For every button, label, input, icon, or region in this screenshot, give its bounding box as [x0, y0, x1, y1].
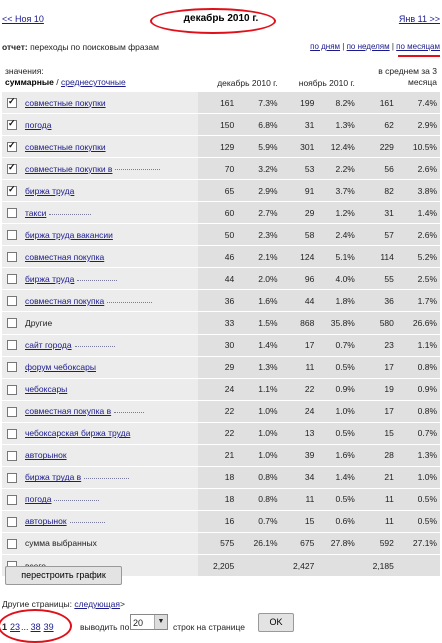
percent-cell-2: 1.6%	[317, 444, 358, 466]
value-cell-2: 53	[281, 158, 318, 180]
value-cell-3: 28	[358, 444, 397, 466]
row-checkbox[interactable]	[7, 186, 17, 196]
value-cell-3: 114	[358, 246, 397, 268]
col-header-average: в среднем за 3 месяца	[358, 58, 440, 92]
percent-cell-3: 1.1%	[397, 334, 440, 356]
report-line	[2, 42, 440, 56]
table-row	[2, 246, 440, 268]
row-checkbox-cell[interactable]	[2, 422, 22, 444]
percent-cell-2: 5.1%	[317, 246, 358, 268]
value-cell-2: 11	[281, 488, 318, 510]
row-checkbox-cell[interactable]	[2, 158, 22, 180]
phrase-link[interactable]: биржа труда	[25, 273, 75, 284]
percent-cell-3: 2.9%	[397, 114, 440, 136]
percent-cell-2: 0.5%	[317, 488, 358, 510]
phrase-link[interactable]: погода	[25, 119, 52, 130]
percent-cell-2: 0.5%	[317, 422, 358, 444]
prev-month-link[interactable]: << Ноя 10	[2, 14, 44, 24]
table-row	[2, 92, 440, 114]
redacted-text	[54, 499, 99, 501]
percent-cell-3: 0.9%	[397, 378, 440, 400]
phrase-cell	[22, 202, 198, 224]
phrase-link[interactable]: совместная покупка	[25, 295, 105, 306]
percent-cell-3: 1.3%	[397, 444, 440, 466]
percent-cell-2: 1.2%	[317, 202, 358, 224]
percent-cell-1: 2.0%	[237, 268, 280, 290]
row-checkbox[interactable]	[7, 274, 17, 284]
row-checkbox[interactable]	[7, 385, 17, 395]
table-row	[2, 334, 440, 356]
percent-cell-2: 35.8%	[317, 312, 358, 334]
phrase-link[interactable]: форум чебоксары	[25, 362, 96, 373]
value-cell-1: 161	[198, 92, 237, 114]
phrase-link[interactable]: такси	[25, 207, 47, 218]
percent-cell-1: 26.1%	[237, 532, 280, 554]
row-checkbox-cell[interactable]	[2, 488, 22, 510]
table-row	[2, 114, 440, 136]
value-cell-2: 29	[281, 202, 318, 224]
mode-sum-link[interactable]: суммарные	[5, 77, 54, 87]
table-row	[2, 268, 440, 290]
percent-cell-3: 26.6%	[397, 312, 440, 334]
percent-cell-1: 1.1%	[237, 378, 280, 400]
row-checkbox-cell[interactable]	[2, 136, 22, 158]
col-header-december: декабрь 2010 г.	[198, 58, 281, 92]
percent-cell-1: 3.2%	[237, 158, 280, 180]
phrase-cell	[22, 378, 198, 400]
value-cell-1: 22	[198, 422, 237, 444]
pager	[2, 619, 54, 635]
percent-cell-2: 0.7%	[317, 334, 358, 356]
value-cell-2: 301	[281, 136, 318, 158]
phrase-cell	[22, 114, 198, 136]
row-checkbox-cell[interactable]	[2, 444, 22, 466]
percent-cell-1: 0.7%	[237, 510, 280, 532]
percent-cell-1: 1.0%	[237, 444, 280, 466]
row-checkbox-cell[interactable]	[2, 180, 22, 202]
page-link[interactable]: 3	[15, 622, 21, 632]
percent-cell-1: 5.9%	[237, 136, 280, 158]
phrase-cell	[22, 334, 198, 356]
phrase-link[interactable]: авторынок	[25, 450, 67, 461]
percent-cell-3: 27.1%	[397, 532, 440, 554]
mode-separator: |	[391, 42, 394, 51]
table-row	[2, 378, 440, 400]
table-row	[2, 510, 440, 532]
phrase-cell	[22, 290, 198, 312]
redacted-text	[77, 279, 117, 281]
row-checkbox-cell[interactable]	[2, 246, 22, 268]
redacted-text	[107, 301, 152, 303]
percent-cell-3: 1.7%	[397, 290, 440, 312]
mode-avg-link[interactable]: среднесуточные	[60, 77, 126, 87]
current-page: 1	[2, 622, 8, 632]
value-cell-1: 70	[198, 158, 237, 180]
percent-cell-2: 1.4%	[317, 466, 358, 488]
phrase-label: Другие	[25, 317, 53, 328]
percent-cell-1: 2.3%	[237, 224, 280, 246]
row-checkbox-cell[interactable]	[2, 92, 22, 114]
col-header-november: ноябрь 2010 г.	[281, 58, 358, 92]
table-row	[2, 224, 440, 246]
phrase-cell	[22, 180, 198, 202]
row-checkbox[interactable]	[7, 517, 17, 527]
value-cell-3: 57	[358, 224, 397, 246]
value-cell-2: 868	[281, 312, 318, 334]
phrase-link[interactable]: чебоксары	[25, 384, 68, 395]
value-cell-3: 229	[358, 136, 397, 158]
row-checkbox[interactable]	[7, 318, 17, 328]
percent-cell-3	[397, 554, 440, 576]
value-cell-2: 39	[281, 444, 318, 466]
value-cell-2: 22	[281, 378, 318, 400]
value-cell-1: 44	[198, 268, 237, 290]
row-checkbox-cell[interactable]	[2, 378, 22, 400]
percent-cell-3: 3.8%	[397, 180, 440, 202]
value-cell-1: 16	[198, 510, 237, 532]
table-row	[2, 180, 440, 202]
percent-cell-2: 12.4%	[317, 136, 358, 158]
phrase-cell	[22, 312, 198, 334]
phrase-link[interactable]: биржа труда вакансии	[25, 229, 113, 240]
row-checkbox-cell[interactable]	[2, 532, 22, 554]
table-header	[2, 58, 440, 92]
page-link[interactable]: 2	[10, 622, 16, 632]
value-cell-2: 44	[281, 290, 318, 312]
percent-cell-1: 6.8%	[237, 114, 280, 136]
value-cell-2: 24	[281, 400, 318, 422]
phrase-cell	[22, 400, 198, 422]
row-checkbox[interactable]	[7, 495, 17, 505]
sum-selected-row	[2, 532, 440, 554]
row-checkbox-cell[interactable]	[2, 510, 22, 532]
value-cell-3: 17	[358, 400, 397, 422]
phrase-link[interactable]: авторынок	[25, 516, 67, 527]
row-checkbox[interactable]	[7, 473, 17, 483]
value-cell-2: 91	[281, 180, 318, 202]
phrase-cell	[22, 224, 198, 246]
mode-by-month-link[interactable]: по месяцам	[396, 42, 440, 51]
percent-cell-3: 0.8%	[397, 400, 440, 422]
value-cell-3: 82	[358, 180, 397, 202]
phrase-cell	[22, 92, 198, 114]
value-cell-1: 22	[198, 400, 237, 422]
period-modes	[310, 42, 440, 51]
ok-button[interactable]: OK	[258, 613, 294, 632]
phrase-link[interactable]: совместные покупки в	[25, 163, 113, 174]
row-checkbox[interactable]	[7, 252, 17, 262]
phrase-link[interactable]: совместные покупки	[25, 141, 106, 152]
table-row	[2, 488, 440, 510]
percent-cell-3: 1.4%	[397, 202, 440, 224]
row-checkbox[interactable]	[7, 362, 17, 372]
redacted-text	[84, 477, 129, 479]
table-row	[2, 444, 440, 466]
percent-cell-2: 4.0%	[317, 268, 358, 290]
value-cell-3: 580	[358, 312, 397, 334]
value-cell-3: 19	[358, 378, 397, 400]
redacted-text	[70, 521, 105, 523]
value-cell-3: 17	[358, 356, 397, 378]
mode-by-week-link[interactable]: по неделям	[346, 42, 390, 51]
phrase-label: сумма выбранных	[25, 538, 97, 549]
month-navigation	[2, 14, 440, 28]
row-checkbox-cell[interactable]	[2, 466, 22, 488]
percent-cell-3: 2.6%	[397, 224, 440, 246]
percent-cell-2: 27.8%	[317, 532, 358, 554]
value-cell-1: 21	[198, 444, 237, 466]
value-cell-2: 13	[281, 422, 318, 444]
report-label: отчет: переходы по поисковым фразам	[2, 42, 159, 52]
per-page-prefix: выводить по	[80, 622, 130, 632]
table-row	[2, 202, 440, 224]
page-link[interactable]: 39	[43, 622, 54, 632]
percent-cell-2: 0.9%	[317, 378, 358, 400]
value-cell-3: 592	[358, 532, 397, 554]
phrase-cell	[22, 510, 198, 532]
value-cell-2: 11	[281, 356, 318, 378]
phrase-link[interactable]: погода	[25, 494, 52, 505]
percent-cell-1: 2.7%	[237, 202, 280, 224]
percent-cell-1: 1.3%	[237, 356, 280, 378]
phrase-cell	[22, 268, 198, 290]
redacted-text	[75, 345, 115, 347]
phrase-cell	[22, 246, 198, 268]
value-cell-2: 17	[281, 334, 318, 356]
value-cell-3: 21	[358, 466, 397, 488]
percent-cell-1	[237, 554, 280, 576]
value-cell-1: 150	[198, 114, 237, 136]
percent-cell-2: 0.5%	[317, 356, 358, 378]
value-cell-1: 575	[198, 532, 237, 554]
value-cell-3: 31	[358, 202, 397, 224]
value-cell-3: 62	[358, 114, 397, 136]
percent-cell-2: 0.6%	[317, 510, 358, 532]
value-cell-3: 36	[358, 290, 397, 312]
row-checkbox[interactable]	[7, 230, 17, 240]
phrase-link[interactable]: биржа труда в	[25, 472, 82, 483]
rows-per-page-select[interactable]: 20 ▼	[130, 614, 168, 630]
search-phrases-table	[2, 58, 440, 577]
percent-cell-3: 2.5%	[397, 268, 440, 290]
table-row	[2, 290, 440, 312]
row-checkbox-cell[interactable]	[2, 312, 22, 334]
percent-cell-3: 2.6%	[397, 158, 440, 180]
row-checkbox[interactable]	[7, 98, 17, 108]
row-checkbox-cell[interactable]	[2, 202, 22, 224]
table-row	[2, 356, 440, 378]
value-cell-1: 30	[198, 334, 237, 356]
row-checkbox[interactable]	[7, 429, 17, 439]
percent-cell-2: 1.8%	[317, 290, 358, 312]
row-checkbox-cell[interactable]	[2, 400, 22, 422]
percent-cell-3: 7.4%	[397, 92, 440, 114]
row-checkbox-cell[interactable]	[2, 114, 22, 136]
phrase-link[interactable]: совместные покупки	[25, 97, 106, 108]
phrase-cell	[22, 422, 198, 444]
percent-cell-1: 1.5%	[237, 312, 280, 334]
row-checkbox[interactable]	[7, 296, 17, 306]
value-cell-2: 124	[281, 246, 318, 268]
phrase-link[interactable]: совместная покупка	[25, 251, 105, 262]
value-cell-1: 65	[198, 180, 237, 202]
value-cell-3: 15	[358, 422, 397, 444]
table-row	[2, 422, 440, 444]
percent-cell-3: 1.0%	[397, 466, 440, 488]
table-row	[2, 312, 440, 334]
phrase-cell	[22, 136, 198, 158]
row-checkbox-cell[interactable]	[2, 268, 22, 290]
value-cell-2: 31	[281, 114, 318, 136]
value-cell-1: 50	[198, 224, 237, 246]
row-checkbox[interactable]	[7, 340, 17, 350]
value-cell-3: 23	[358, 334, 397, 356]
phrase-cell	[22, 532, 198, 554]
value-cell-3: 2,185	[358, 554, 397, 576]
rebuild-chart-button[interactable]: перестроить график	[5, 566, 122, 585]
percent-cell-3: 0.7%	[397, 422, 440, 444]
value-cell-1: 18	[198, 466, 237, 488]
value-cell-1: 29	[198, 356, 237, 378]
percent-cell-1: 1.0%	[237, 422, 280, 444]
percent-cell-1: 7.3%	[237, 92, 280, 114]
percent-cell-1: 2.9%	[237, 180, 280, 202]
phrase-cell	[22, 466, 198, 488]
values-mode-header: значения: суммарные / среднесуточные	[2, 58, 198, 92]
percent-cell-3: 0.5%	[397, 488, 440, 510]
value-cell-2: 34	[281, 466, 318, 488]
phrase-cell	[22, 158, 198, 180]
value-cell-3: 161	[358, 92, 397, 114]
value-cell-2: 199	[281, 92, 318, 114]
percent-cell-2: 2.4%	[317, 224, 358, 246]
next-page-link[interactable]: следующая	[74, 599, 121, 609]
table-row	[2, 158, 440, 180]
redacted-text	[49, 213, 91, 215]
table-row	[2, 136, 440, 158]
row-checkbox[interactable]	[7, 120, 17, 130]
row-checkbox[interactable]	[7, 539, 17, 549]
phrase-link[interactable]: биржа труда	[25, 185, 75, 196]
redacted-text	[114, 411, 144, 413]
table-row	[2, 466, 440, 488]
page-ellipsis: ...	[21, 622, 29, 632]
value-cell-1: 2,205	[198, 554, 237, 576]
row-checkbox[interactable]	[7, 208, 17, 218]
percent-cell-2: 1.3%	[317, 114, 358, 136]
phrase-cell	[22, 356, 198, 378]
row-checkbox[interactable]	[7, 142, 17, 152]
value-cell-2: 2,427	[281, 554, 318, 576]
percent-cell-1: 1.4%	[237, 334, 280, 356]
value-cell-1: 36	[198, 290, 237, 312]
row-checkbox-cell[interactable]	[2, 290, 22, 312]
next-month-link[interactable]: Янв 11 >>	[398, 14, 440, 24]
percent-cell-1: 0.8%	[237, 488, 280, 510]
percent-cell-1: 0.8%	[237, 466, 280, 488]
table-row	[2, 400, 440, 422]
phrase-cell	[22, 444, 198, 466]
value-cell-2: 58	[281, 224, 318, 246]
row-checkbox-cell[interactable]	[2, 356, 22, 378]
percent-cell-1: 2.1%	[237, 246, 280, 268]
row-checkbox[interactable]	[7, 451, 17, 461]
value-cell-1: 18	[198, 488, 237, 510]
percent-cell-2: 2.2%	[317, 158, 358, 180]
value-cell-3: 11	[358, 488, 397, 510]
phrase-link[interactable]: сайт города	[25, 340, 72, 351]
percent-cell-1: 1.0%	[237, 400, 280, 422]
row-checkbox[interactable]	[7, 407, 17, 417]
per-page-suffix: строк на странице	[173, 622, 246, 632]
value-cell-3: 56	[358, 158, 397, 180]
percent-cell-3: 10.5%	[397, 136, 440, 158]
value-cell-2: 15	[281, 510, 318, 532]
current-month-title: декабрь 2010 г.	[183, 13, 259, 24]
percent-cell-3: 0.8%	[397, 356, 440, 378]
percent-cell-3: 5.2%	[397, 246, 440, 268]
phrase-link[interactable]: совместная покупка в	[25, 406, 112, 417]
other-pages: Другие страницы: следующая>	[2, 599, 125, 609]
value-cell-2: 96	[281, 268, 318, 290]
phrase-cell	[22, 488, 198, 510]
annotation-underline	[398, 55, 440, 57]
row-checkbox[interactable]	[7, 164, 17, 174]
value-cell-1: 60	[198, 202, 237, 224]
value-cell-3: 55	[358, 268, 397, 290]
percent-cell-2: 3.7%	[317, 180, 358, 202]
value-cell-3: 11	[358, 510, 397, 532]
redacted-text	[115, 168, 160, 170]
value-cell-2: 675	[281, 532, 318, 554]
mode-separator: |	[342, 42, 345, 51]
row-checkbox-cell[interactable]	[2, 224, 22, 246]
row-checkbox-cell[interactable]	[2, 334, 22, 356]
value-cell-1: 33	[198, 312, 237, 334]
percent-cell-1: 1.6%	[237, 290, 280, 312]
percent-cell-2: 1.0%	[317, 400, 358, 422]
percent-cell-2: 8.2%	[317, 92, 358, 114]
chevron-down-icon: ▼	[154, 615, 167, 629]
percent-cell-2	[317, 554, 358, 576]
phrase-link[interactable]: чебоксарская биржа труда	[25, 428, 131, 439]
percent-cell-3: 0.5%	[397, 510, 440, 532]
value-cell-1: 24	[198, 378, 237, 400]
mode-by-day-link[interactable]: по дням	[310, 42, 341, 51]
page-link[interactable]: 38	[30, 622, 41, 632]
value-cell-1: 129	[198, 136, 237, 158]
value-cell-1: 46	[198, 246, 237, 268]
